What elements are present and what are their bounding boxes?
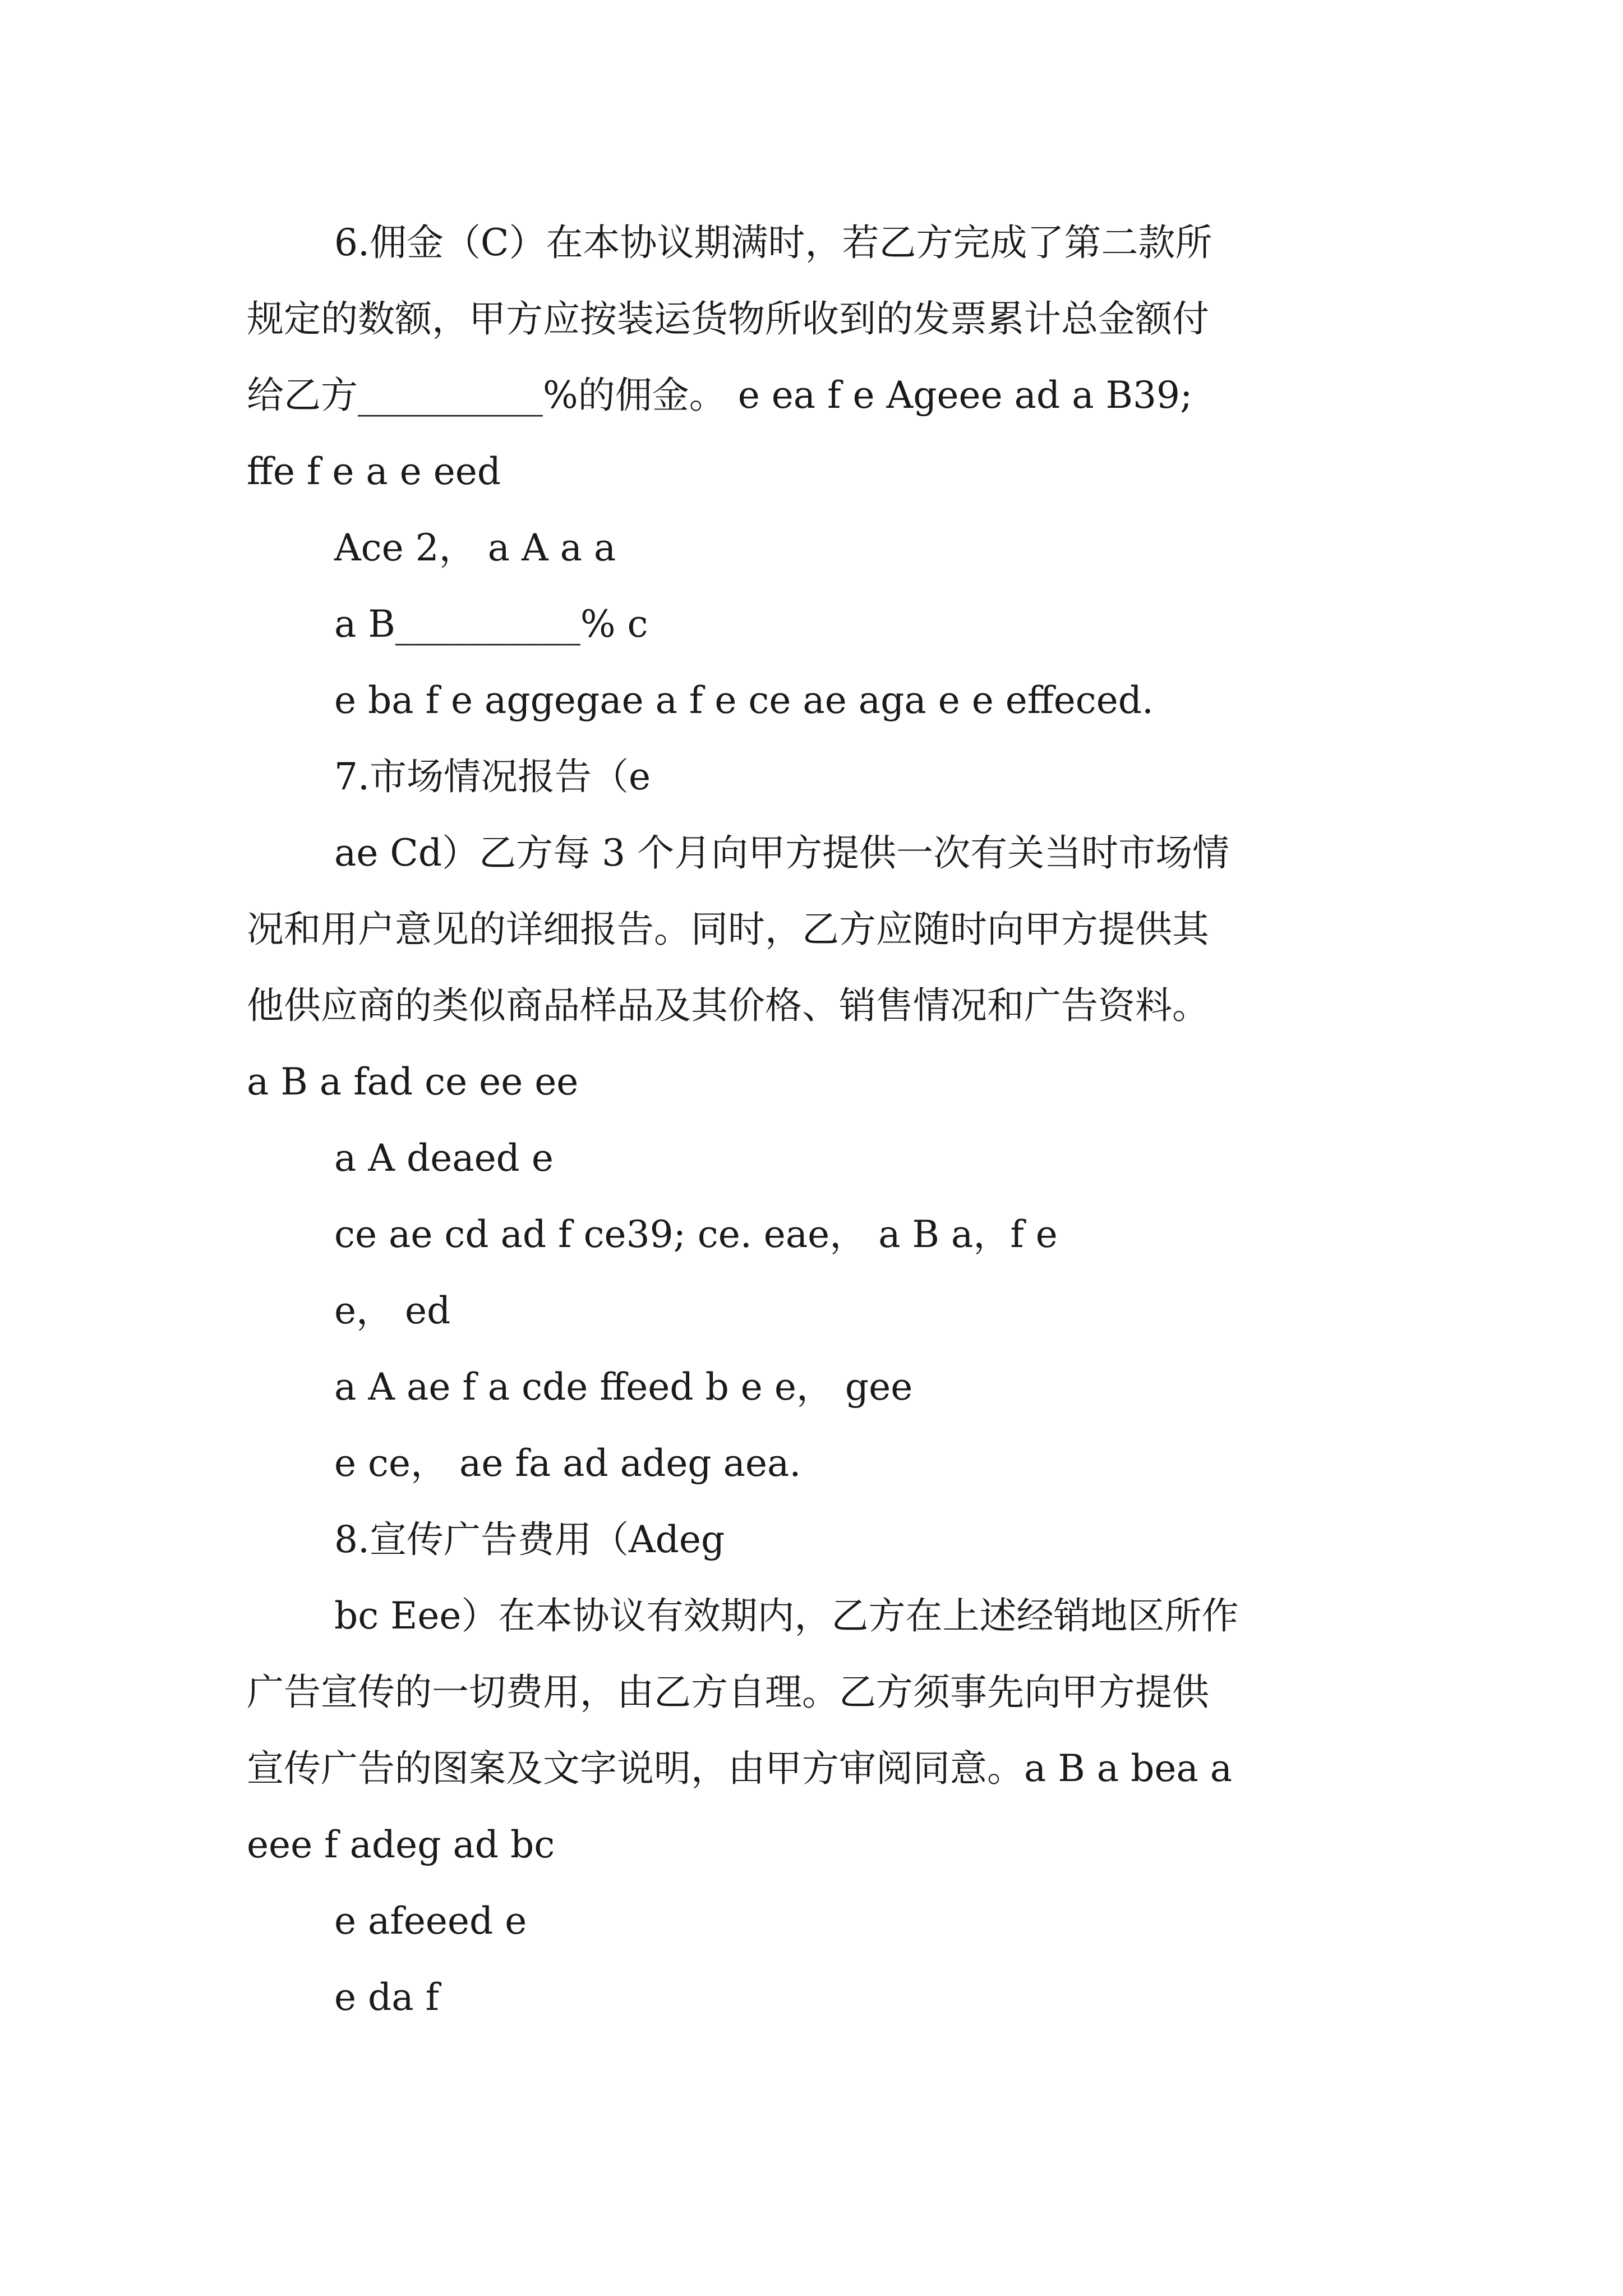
- text-line: 给乙方__________%的佣金。 e ea f e Ageee ad a B39;: [247, 374, 1193, 417]
- text-line: 广告宣传的一切费用，由乙方自理。乙方须事先向甲方提供: [247, 1671, 1209, 1714]
- text-line: 规定的数额，甲方应按装运货物所收到的发票累计总金额付: [247, 297, 1209, 341]
- text-line: e ba f e aggegae a f e ce ae aga e e effeced.: [334, 679, 1154, 722]
- text-line: e ce， ae fa ad adeg aea.: [334, 1442, 801, 1485]
- text-line: 况和用户意见的详细报告。同时，乙方应随时向甲方提供其: [247, 908, 1209, 951]
- text-line: 宣传广告的图案及文字说明，由甲方审阅同意。a B a bea a: [247, 1747, 1233, 1790]
- text-line: ae Cd）乙方每 3 个月向甲方提供一次有关当时市场情: [334, 831, 1230, 875]
- section-heading: 8.宣传广告费用（Adeg: [334, 1518, 725, 1561]
- text-line: a A deaed e: [334, 1137, 554, 1180]
- text-line: e afeeed e: [334, 1899, 527, 1943]
- text-line: 6.佣金（C）在本协议期满时，若乙方完成了第二款所: [334, 221, 1212, 264]
- text-line: eee f adeg ad bc: [247, 1823, 555, 1866]
- text-line: a A ae f a cde ffeed b e e， gee: [334, 1365, 913, 1409]
- text-line: a B a fad ce ee ee: [247, 1060, 579, 1103]
- text-line: e da f: [334, 1976, 440, 2019]
- text-line: ce ae cd ad f ce39; ce. eae， a B a，f e: [334, 1213, 1058, 1256]
- text-line: bc Eee）在本协议有效期内，乙方在上述经销地区所作: [334, 1594, 1239, 1637]
- text-line: ffe f e a e eed: [247, 450, 501, 493]
- text-line: 他供应商的类似商品样品及其价格、销售情况和广告资料。: [247, 984, 1209, 1027]
- section-heading: 7.市场情况报告（e: [334, 755, 651, 798]
- text-line: a B__________% c: [334, 602, 648, 646]
- text-line: e， ed: [334, 1289, 451, 1332]
- text-line: Ace 2， a A a a: [334, 526, 616, 569]
